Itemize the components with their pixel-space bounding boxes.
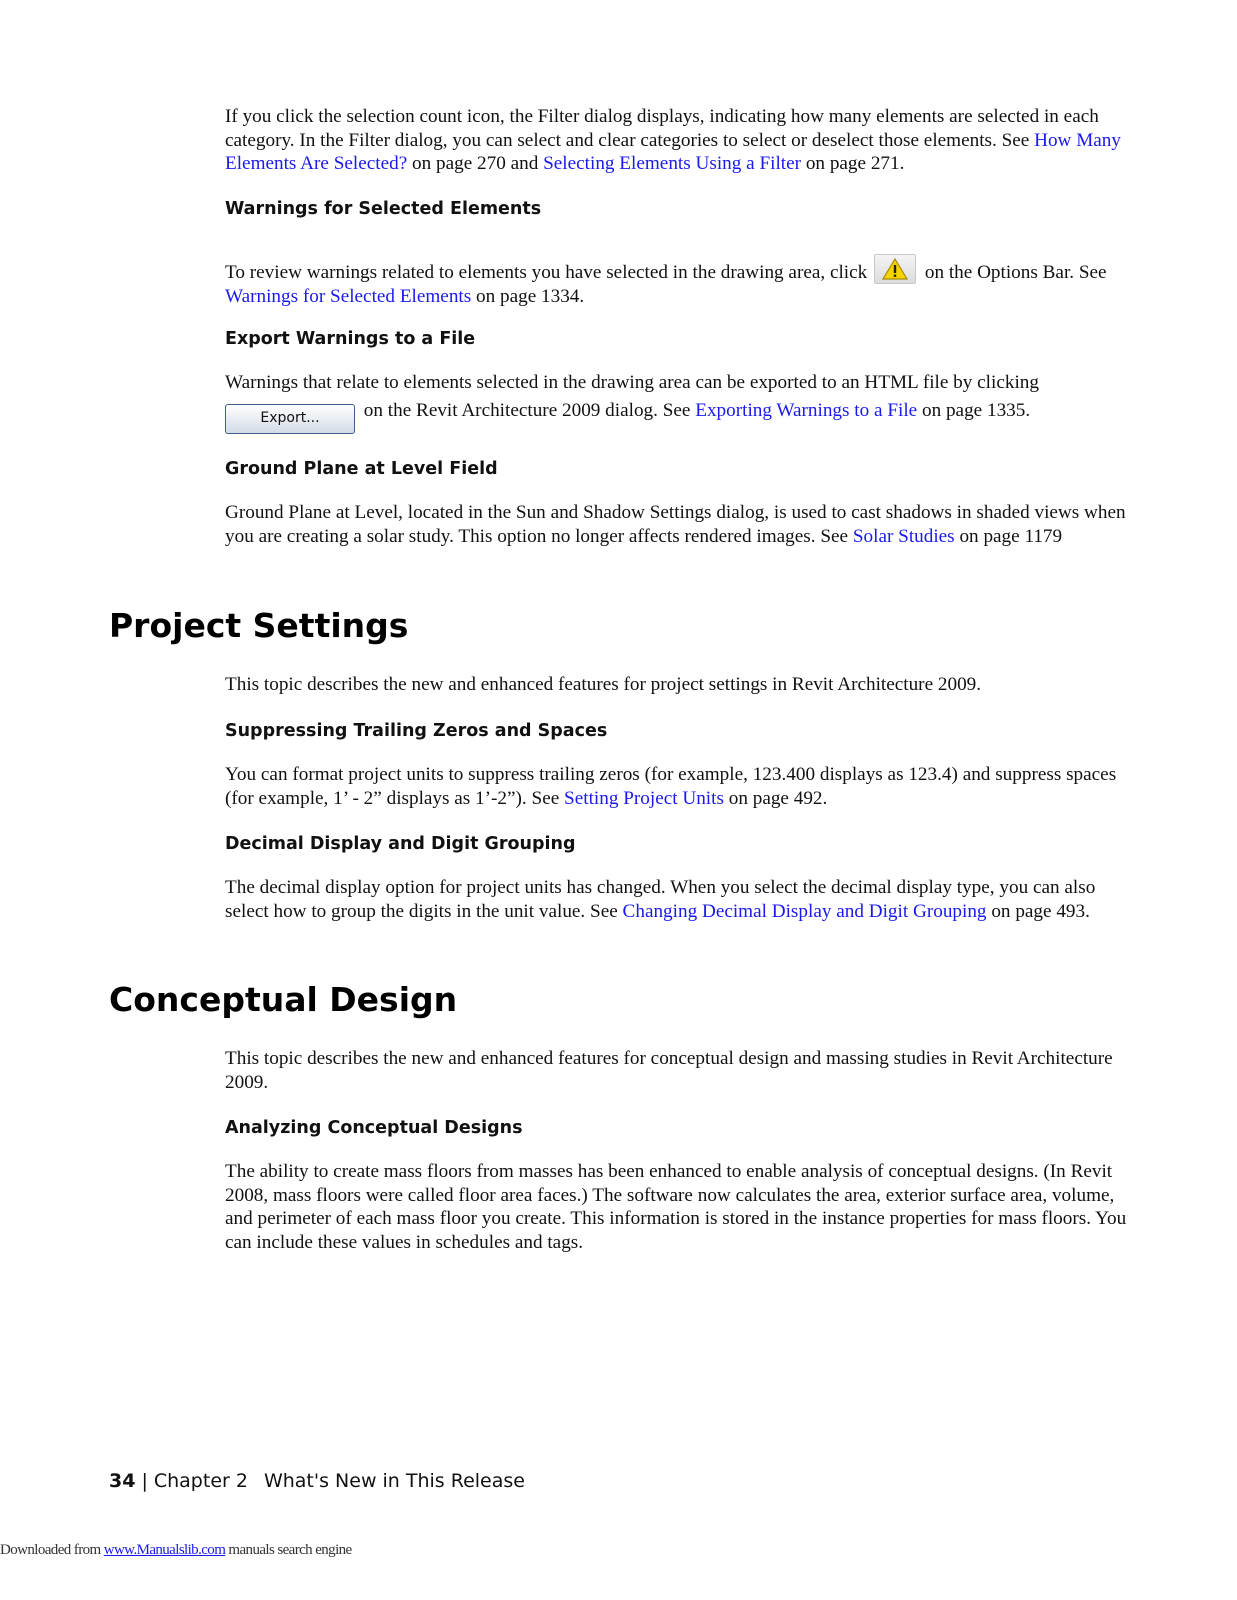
manualslib-link[interactable]: www.Manualslib.com <box>103 1542 226 1558</box>
export-heading: Export Warnings to a File <box>225 329 476 349</box>
analyzing-paragraph: The ability to create mass floors from masses has been enhanced to enable analysis of conceptual designs. (In Revit 2008, mass floors were called floor area faces.) The software now calculates the area, exterior surface area, volume, and perimeter of each mass floor you create. This information is stored in the instance properties for mass floors. You can include these values in schedules and tags. <box>225 1161 1127 1253</box>
ground-heading-block <box>225 458 1130 480</box>
export-text-3: on page 1335. <box>917 399 1031 421</box>
warnings-heading-block <box>225 198 1130 220</box>
conceptual-intro: This topic describes the new and enhanced features for conceptual design and massing studies in Revit Architecture 2009. <box>225 1048 1113 1093</box>
setting-project-units-link[interactable]: Setting Project Units <box>564 787 724 809</box>
analyzing-heading: Analyzing Conceptual Designs <box>225 1118 523 1138</box>
suppress-paragraph-block <box>225 763 1130 810</box>
export-paragraph-line-2 <box>225 399 1130 434</box>
suppress-paragraph <box>225 763 1130 810</box>
solar-studies-link[interactable]: Solar Studies <box>852 525 955 547</box>
conceptual-intro-block <box>225 1047 1130 1094</box>
warnings-paragraph <box>225 254 1130 308</box>
decimal-paragraph <box>225 876 1130 923</box>
filter-paragraph-text-2: on page 270 and <box>407 153 544 175</box>
ground-paragraph <box>225 501 1130 548</box>
warnings-heading: Warnings for Selected Elements <box>225 199 542 219</box>
export-text: Warnings that relate to elements selected in the drawing area can be exported to an HTML file by clicking <box>225 372 1039 393</box>
decimal-heading-block <box>225 833 1130 855</box>
suppress-text: You can format project units to suppress trailing zeros (for example, 123.400 displays as 123.4) and suppress spaces (for example, 1’ - 2” displays as 1’-2”). See <box>225 764 1117 809</box>
export-paragraph <box>225 371 1130 395</box>
warnings-text-2: on the Options Bar. See <box>920 262 1107 283</box>
export-text-2: on the Revit Architecture 2009 dialog. See <box>359 399 696 421</box>
selecting-elements-filter-link[interactable]: Selecting Elements Using a Filter <box>543 153 802 175</box>
filter-paragraph <box>225 105 1130 176</box>
export-paragraph-block <box>225 371 1130 434</box>
changing-decimal-display-link[interactable]: Changing Decimal Display and Digit Grouping <box>622 900 987 922</box>
analyzing-paragraph-block <box>225 1160 1130 1254</box>
ground-heading: Ground Plane at Level Field <box>225 459 498 479</box>
ground-paragraph-block <box>225 501 1130 548</box>
warnings-paragraph-block <box>225 254 1130 308</box>
suppress-heading: Suppressing Trailing Zeros and Spaces <box>225 721 608 741</box>
how-many-elements-link[interactable]: How Many Elements Are Selected? <box>225 129 1121 175</box>
conceptual-design-title: Conceptual Design <box>109 980 458 1019</box>
warnings-text: To review warnings related to elements you have selected in the drawing area, click <box>225 262 873 283</box>
filter-paragraph-text: If you click the selection count icon, the Filter dialog displays, indicating how many elements are selected in each category. In the Filter dialog, you can select and clear categories to select or deselect those elements. See <box>225 106 1099 151</box>
decimal-text: The decimal display option for project units has changed. When you select the decimal display type, you can also select how to group the digits in the unit value. See <box>225 877 1096 922</box>
suppress-heading-block <box>225 720 1130 742</box>
export-heading-block <box>225 328 1130 350</box>
analyzing-heading-block <box>225 1117 1130 1139</box>
warnings-selected-link[interactable]: Warnings for Selected Elements <box>225 285 472 307</box>
download-prefix: Downloaded from <box>0 1542 104 1558</box>
footer-chapter-title: What's New in This Release <box>263 1470 525 1492</box>
warning-icon[interactable] <box>874 254 916 284</box>
page-footer <box>109 1470 525 1492</box>
warnings-text-3: on page 1334. <box>471 285 585 307</box>
project-settings-title: Project Settings <box>109 606 409 645</box>
project-settings-intro-block <box>225 673 1130 697</box>
page-number: 34 <box>109 1470 136 1492</box>
project-settings-intro: This topic describes the new and enhanced features for project settings in Revit Architecture 2009. <box>225 674 982 695</box>
decimal-text-2: on page 493. <box>986 900 1090 922</box>
decimal-heading: Decimal Display and Digit Grouping <box>225 834 576 854</box>
ground-text-2: on page 1179 <box>954 525 1063 547</box>
export-button[interactable]: Export... <box>225 404 355 434</box>
suppress-text-2: on page 492. <box>723 787 828 809</box>
ground-text: Ground Plane at Level, located in the Sun and Shadow Settings dialog, is used to cast shadows in shaded views when you are creating a solar study. This option no longer affects rendered images. See <box>225 502 1126 547</box>
download-watermark <box>0 1542 352 1559</box>
decimal-paragraph-block <box>225 876 1130 923</box>
filter-paragraph-text-3: on page 271. <box>801 153 905 175</box>
exporting-warnings-link[interactable]: Exporting Warnings to a File <box>695 399 918 421</box>
footer-chapter: Chapter 2 <box>153 1470 248 1492</box>
footer-separator: | <box>141 1470 148 1492</box>
filter-paragraph-block <box>225 105 1130 176</box>
download-suffix: manuals search engine <box>225 1542 352 1558</box>
